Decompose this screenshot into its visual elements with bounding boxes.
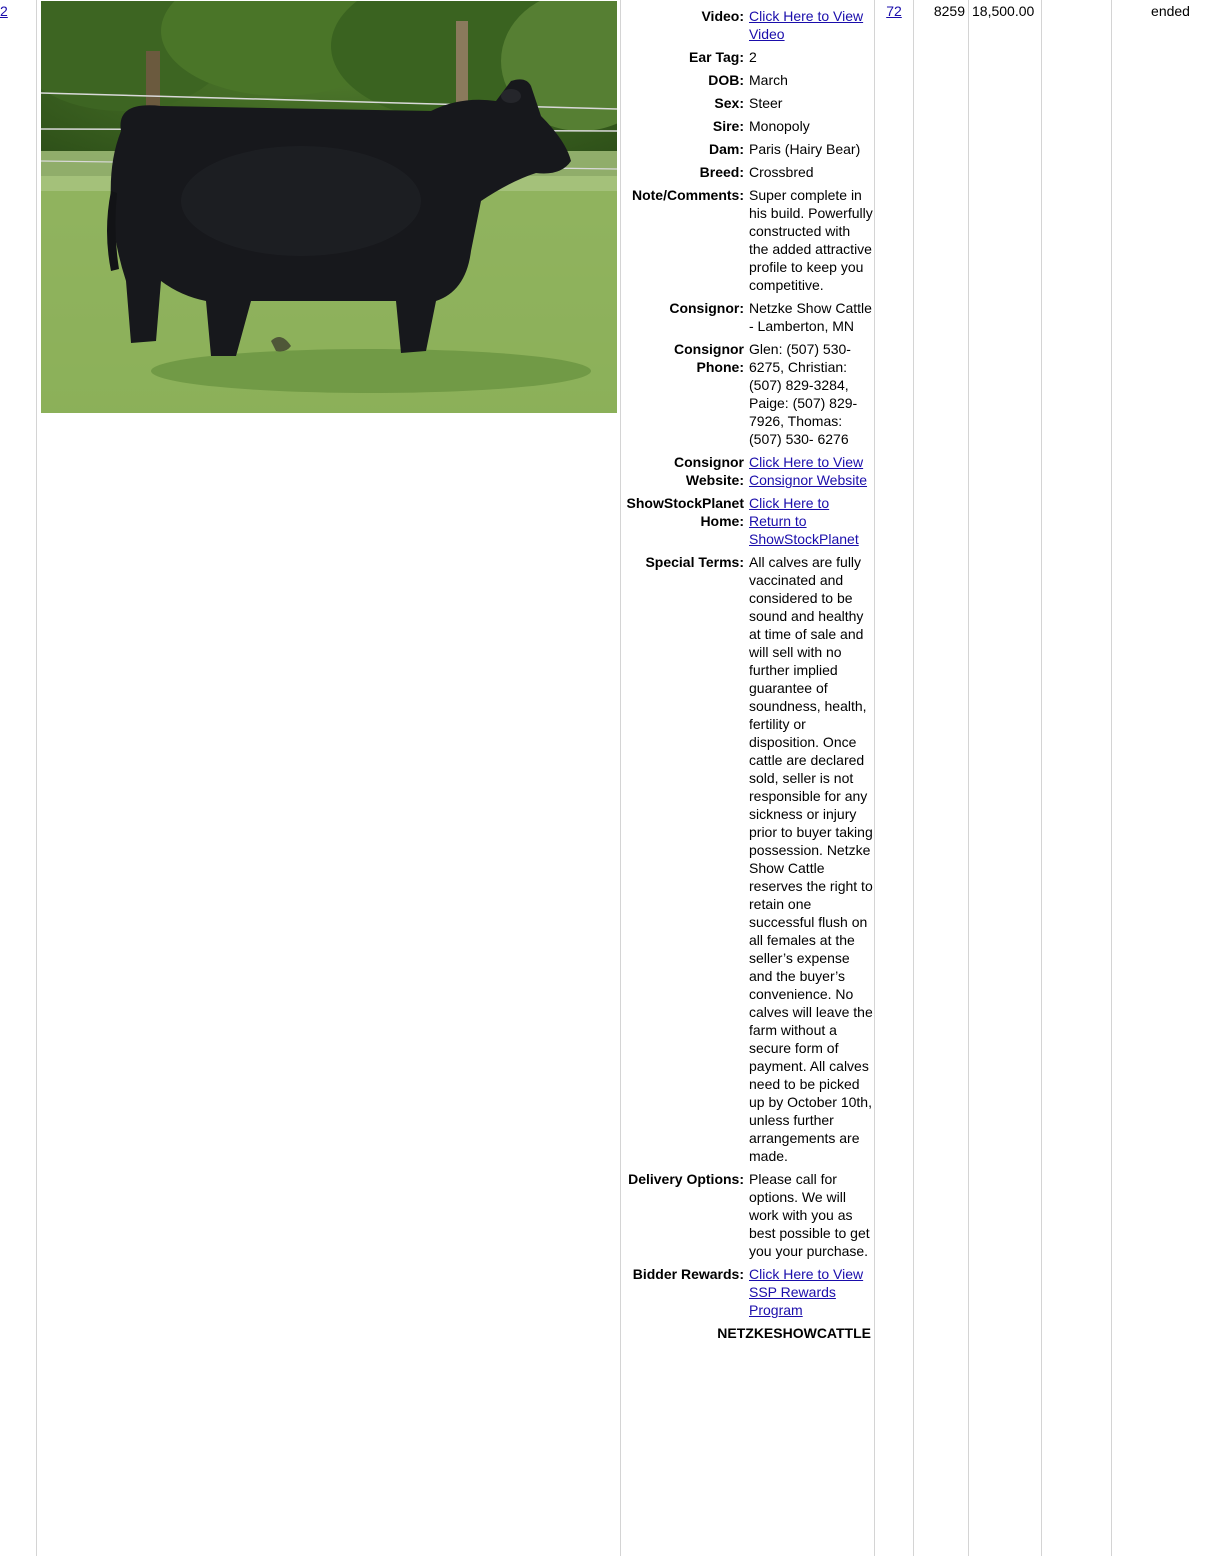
bid-count-link[interactable]: 72 bbox=[886, 3, 902, 19]
detail-row-ear-tag bbox=[623, 48, 873, 66]
detail-value-video bbox=[749, 7, 873, 43]
detail-row-consignor-website bbox=[623, 453, 873, 489]
detail-row-consignor bbox=[623, 299, 873, 335]
detail-label-special-terms: Special Terms: bbox=[645, 554, 744, 570]
detail-row-dam bbox=[623, 140, 873, 158]
bid-count-cell bbox=[878, 2, 910, 20]
detail-row-consignor-phone bbox=[623, 340, 873, 448]
column-divider bbox=[1111, 0, 1112, 1556]
column-divider bbox=[36, 0, 37, 1556]
detail-value-consignor-website bbox=[749, 453, 873, 489]
column-divider bbox=[913, 0, 914, 1556]
detail-value-breed: Crossbred bbox=[749, 164, 814, 180]
column-divider bbox=[968, 0, 969, 1556]
detail-row-video bbox=[623, 7, 873, 43]
steer-photo-image bbox=[41, 1, 617, 413]
detail-row-sire bbox=[623, 117, 873, 135]
detail-label-delivery-options: Delivery Options: bbox=[628, 1171, 744, 1187]
detail-value-dam: Paris (Hairy Bear) bbox=[749, 141, 861, 157]
consignor-website-link[interactable]: Click Here to View Consignor Website bbox=[749, 454, 868, 488]
detail-value-sex: Steer bbox=[749, 95, 783, 111]
detail-value-ear-tag: 2 bbox=[749, 49, 757, 65]
column-divider bbox=[620, 0, 621, 1556]
detail-label-bidder-rewards: Bidder Rewards: bbox=[632, 1266, 744, 1282]
detail-value-sire: Monopoly bbox=[749, 118, 810, 134]
detail-value-dob: March bbox=[749, 72, 788, 88]
consignor-username: NETZKESHOWCATTLE bbox=[717, 1325, 871, 1341]
detail-label-sire: Sire: bbox=[712, 118, 744, 134]
detail-label-dam: Dam: bbox=[708, 141, 744, 157]
column-divider bbox=[874, 0, 875, 1556]
bidder-rewards-link[interactable]: Click Here to View SSP Rewards Program bbox=[749, 1266, 864, 1318]
detail-row-ssp-home bbox=[623, 494, 873, 548]
detail-value-bidder-rewards bbox=[749, 1265, 873, 1319]
detail-label-consignor: Consignor: bbox=[669, 300, 744, 316]
ssp-home-link[interactable]: Click Here to Return to ShowStockPlanet bbox=[749, 495, 859, 547]
lot-id: 8259 bbox=[933, 3, 965, 19]
detail-row-note-comments bbox=[623, 186, 873, 294]
detail-label-consignor-website: Consignor Website: bbox=[674, 454, 744, 488]
lot-photo[interactable] bbox=[41, 1, 617, 413]
detail-label-consignor-phone: Consignor Phone: bbox=[674, 341, 744, 375]
detail-row-sex bbox=[623, 94, 873, 112]
detail-label-video: Video: bbox=[701, 8, 744, 24]
detail-value-consignor: Netzke Show Cattle - Lamberton, MN bbox=[749, 300, 872, 334]
high-bid-amount: 18,500.00 bbox=[972, 3, 1035, 19]
detail-label-breed: Breed: bbox=[699, 164, 744, 180]
lot-number-cell bbox=[0, 2, 30, 20]
detail-row-breed bbox=[623, 163, 873, 181]
detail-value-ssp-home bbox=[749, 494, 873, 548]
auction-status: ended bbox=[1151, 3, 1190, 19]
detail-label-ear-tag: Ear Tag: bbox=[689, 49, 744, 65]
detail-value-special-terms: All calves are fully vaccinated and considered to be sound and healthy at time of sale and will sell with no further implied guarantee of soundness, health, fertility or disposition. Once cattle are declared sold, seller is not responsible for any sickness or injury prior to buyer taking possession. Netzke Show Cattle reserves the right to retain one successful flush on all females at the seller’s expense and the buyer’s convenience. No calves will leave the farm without a secure form of payment. All calves need to be picked up by October 10th, unless further arrangements are made. bbox=[749, 554, 873, 1164]
column-divider bbox=[1041, 0, 1042, 1556]
detail-row-special-terms bbox=[623, 553, 873, 1165]
detail-label-ssp-home: ShowStockPlanet Home: bbox=[626, 495, 744, 529]
detail-label-sex: Sex: bbox=[714, 95, 744, 111]
lot-details bbox=[623, 7, 873, 1342]
lot-number-link[interactable]: 2 bbox=[0, 3, 8, 19]
video-link[interactable]: Click Here to View Video bbox=[749, 8, 864, 42]
detail-row-delivery-options bbox=[623, 1170, 873, 1260]
detail-row-bidder-rewards bbox=[623, 1265, 873, 1319]
detail-value-note-comments: Super complete in his build. Powerfully constructed with the added attractive profile to keep you competitive. bbox=[749, 187, 873, 293]
detail-label-note-comments: Note/Comments: bbox=[631, 187, 744, 203]
detail-value-delivery-options: Please call for options. We will work with you as best possible to get you your purchase. bbox=[749, 1171, 870, 1259]
detail-value-consignor-phone: Glen: (507) 530-6275, Christian: (507) 829-3284, Paige: (507) 829-7926, Thomas: (507) 530- 6276 bbox=[749, 341, 858, 447]
detail-label-dob: DOB: bbox=[708, 72, 744, 88]
detail-row-dob bbox=[623, 71, 873, 89]
